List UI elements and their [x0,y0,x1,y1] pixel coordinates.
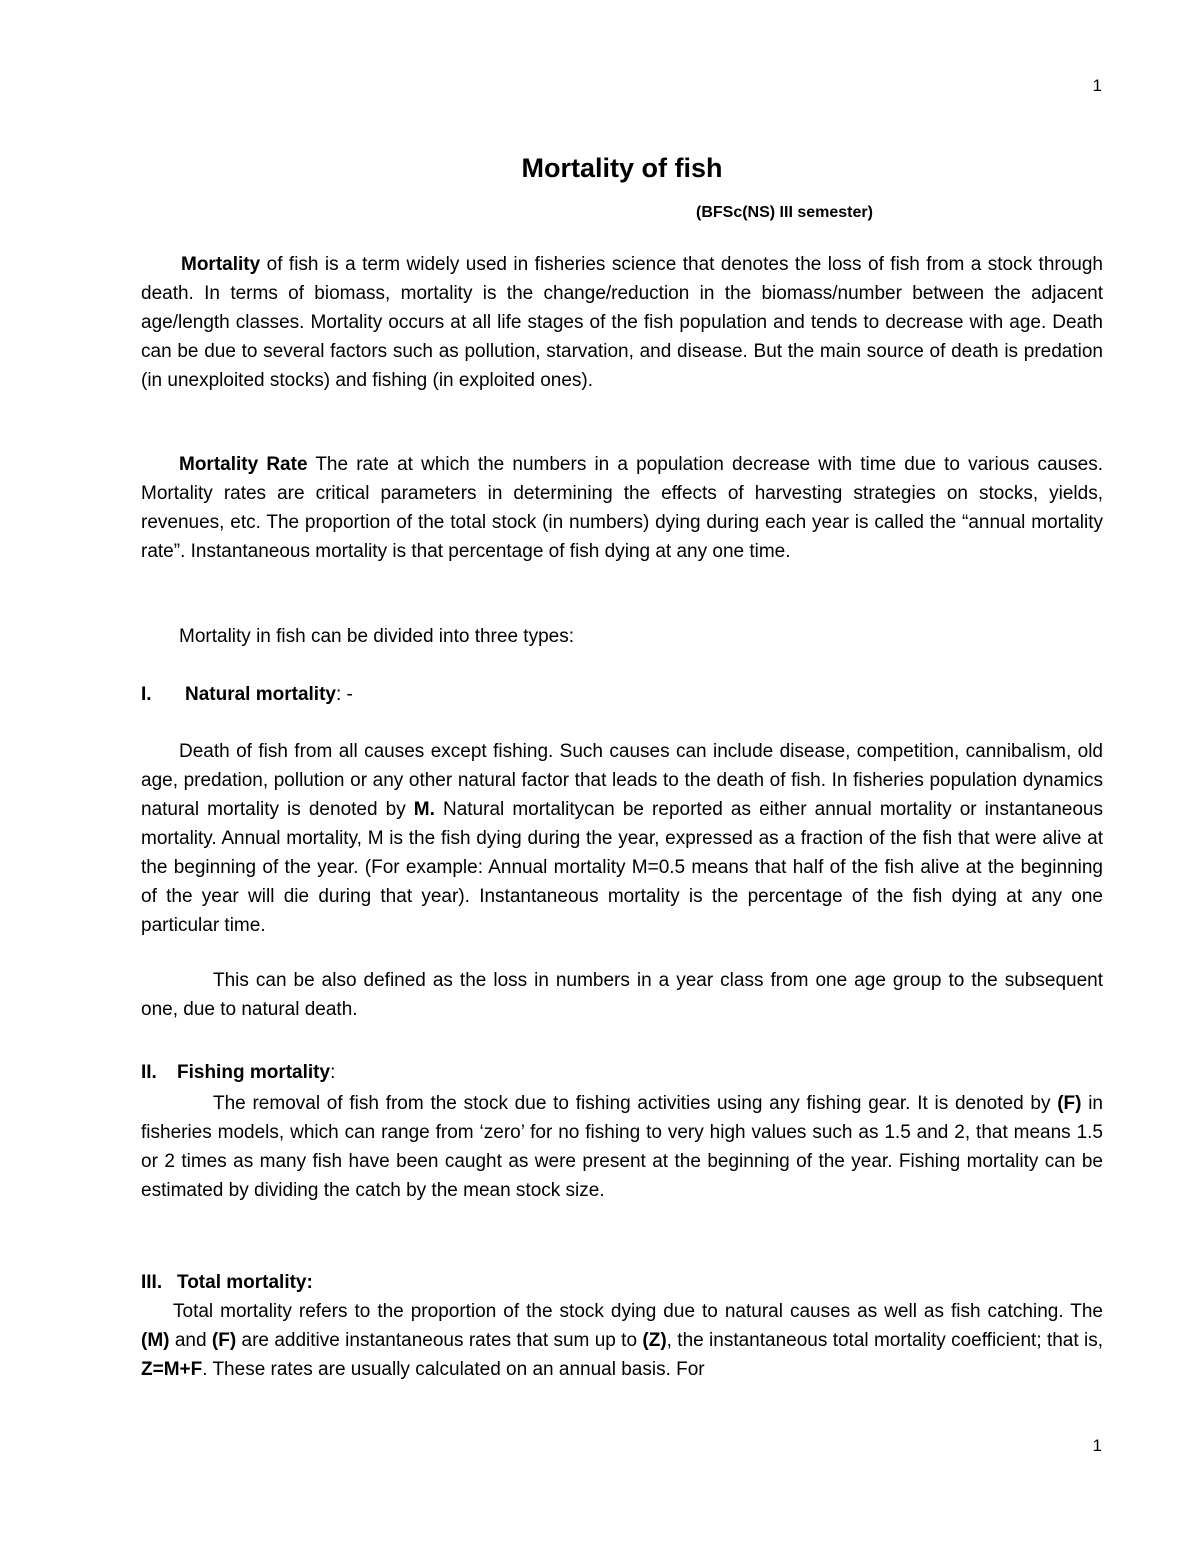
course-subtitle: (BFSc(NS) III semester) [696,204,873,221]
total-symbol-z: (Z) [642,1330,667,1351]
section-number: II. [141,1062,157,1083]
total-equation: Z=M+F [141,1359,203,1380]
types-intro: Mortality in fish can be divided into three types: [179,626,574,647]
fishing-mortality-paragraph [141,1089,1103,1205]
page-number-bottom: 1 [1092,1436,1102,1455]
natural-mortality-heading [141,680,353,709]
section-heading-text: Natural mortality [185,684,336,705]
mortality-rate-term: Mortality Rate [179,454,308,475]
total-text-a: Total mortality refers to the proportion of the stock dying due to natural causes as well as fish catching. The [173,1301,1103,1322]
intro-term: Mortality [181,254,261,275]
fishing-symbol: (F) [1057,1093,1082,1114]
natural-text-a: Death of fish from all causes except fishing. Such causes can include disease, competition, cannibalism, old age, predation, pollution or any other natural factor that leads to the death of fish. In fisheries population dynamics natural mortality is denoted by [141,741,1103,820]
natural-symbol: M. [413,799,435,820]
fishing-text-a: The removal of fish from the stock due to fishing activities using any fishing gear. It is denoted by [213,1093,1058,1114]
page-title: Mortality of fish [521,153,723,183]
total-mortality-paragraph [141,1297,1103,1384]
total-text-d: , the instantaneous total mortality coefficient; that is, [666,1330,1103,1351]
mortality-rate-text: The rate at which the numbers in a population decrease with time due to various causes. Mortality rates are critical parameters in determining the effects of harvesting strategies on stocks, yields, revenues, etc. The proportion of the total stock (in numbers) dying during each year is called the “annual mortality rate”. Instantaneous mortality is that percentage of fish dying at any one time. [141,454,1103,562]
mortality-rate-paragraph [141,450,1103,566]
intro-text: of fish is a term widely used in fisheries science that denotes the loss of fish from a stock through death. In terms of biomass, mortality is the change/reduction in the biomass/number between the adjacent age/length classes. Mortality occurs at all life stages of the fish population and tends to decrease with age. Death can be due to several factors such as pollution, starvation, and disease. But the main source of death is predation (in unexploited stocks) and fishing (in exploited ones). [141,254,1103,391]
natural-text-b: Natural mortalitycan be reported as either annual mortality or instantaneous mortality. Annual mortality, M is the fish dying during the year, expressed as a fraction of the fish that were alive at the beginning of the year. (For example: Annual mortality M=0.5 means that half of the fish alive at the beginning of the year will die during that year). Instantaneous mortality is the percentage of the fish dying at any one particular time. [141,799,1103,936]
total-text-e: . These rates are usually calculated on an annual basis. For [202,1359,705,1380]
intro-paragraph [141,250,1103,395]
natural-mortality-paragraph [141,737,1103,940]
total-symbol-m: (M) [141,1330,170,1351]
total-text-c: are additive instantaneous rates that sum up to [236,1330,643,1351]
total-mortality-heading [141,1268,313,1297]
natural-mortality-paragraph-2: This can be also defined as the loss in numbers in a year class from one age group to the subsequent one, due to natural death. [141,970,1103,1020]
section-number: I. [141,684,152,705]
page-number-top: 1 [1092,76,1102,95]
fishing-mortality-heading [141,1058,335,1087]
total-text-b: and [169,1330,212,1351]
section-number: III. [141,1272,163,1293]
section-heading-text: Fishing mortality [177,1062,331,1083]
section-heading-suffix: : - [335,684,353,705]
total-symbol-f: (F) [211,1330,237,1351]
section-heading-text: Total mortality: [177,1272,313,1293]
section-heading-suffix: : [330,1062,336,1083]
fishing-text-b: in fisheries models, which can range from ‘zero’ for no fishing to very high values such as 1.5 and 2, that means 1.5 or 2 times as many fish have been caught as were present at the beginning of the year. Fishing mortality can be estimated by dividing the catch by the mean stock size. [141,1093,1103,1201]
